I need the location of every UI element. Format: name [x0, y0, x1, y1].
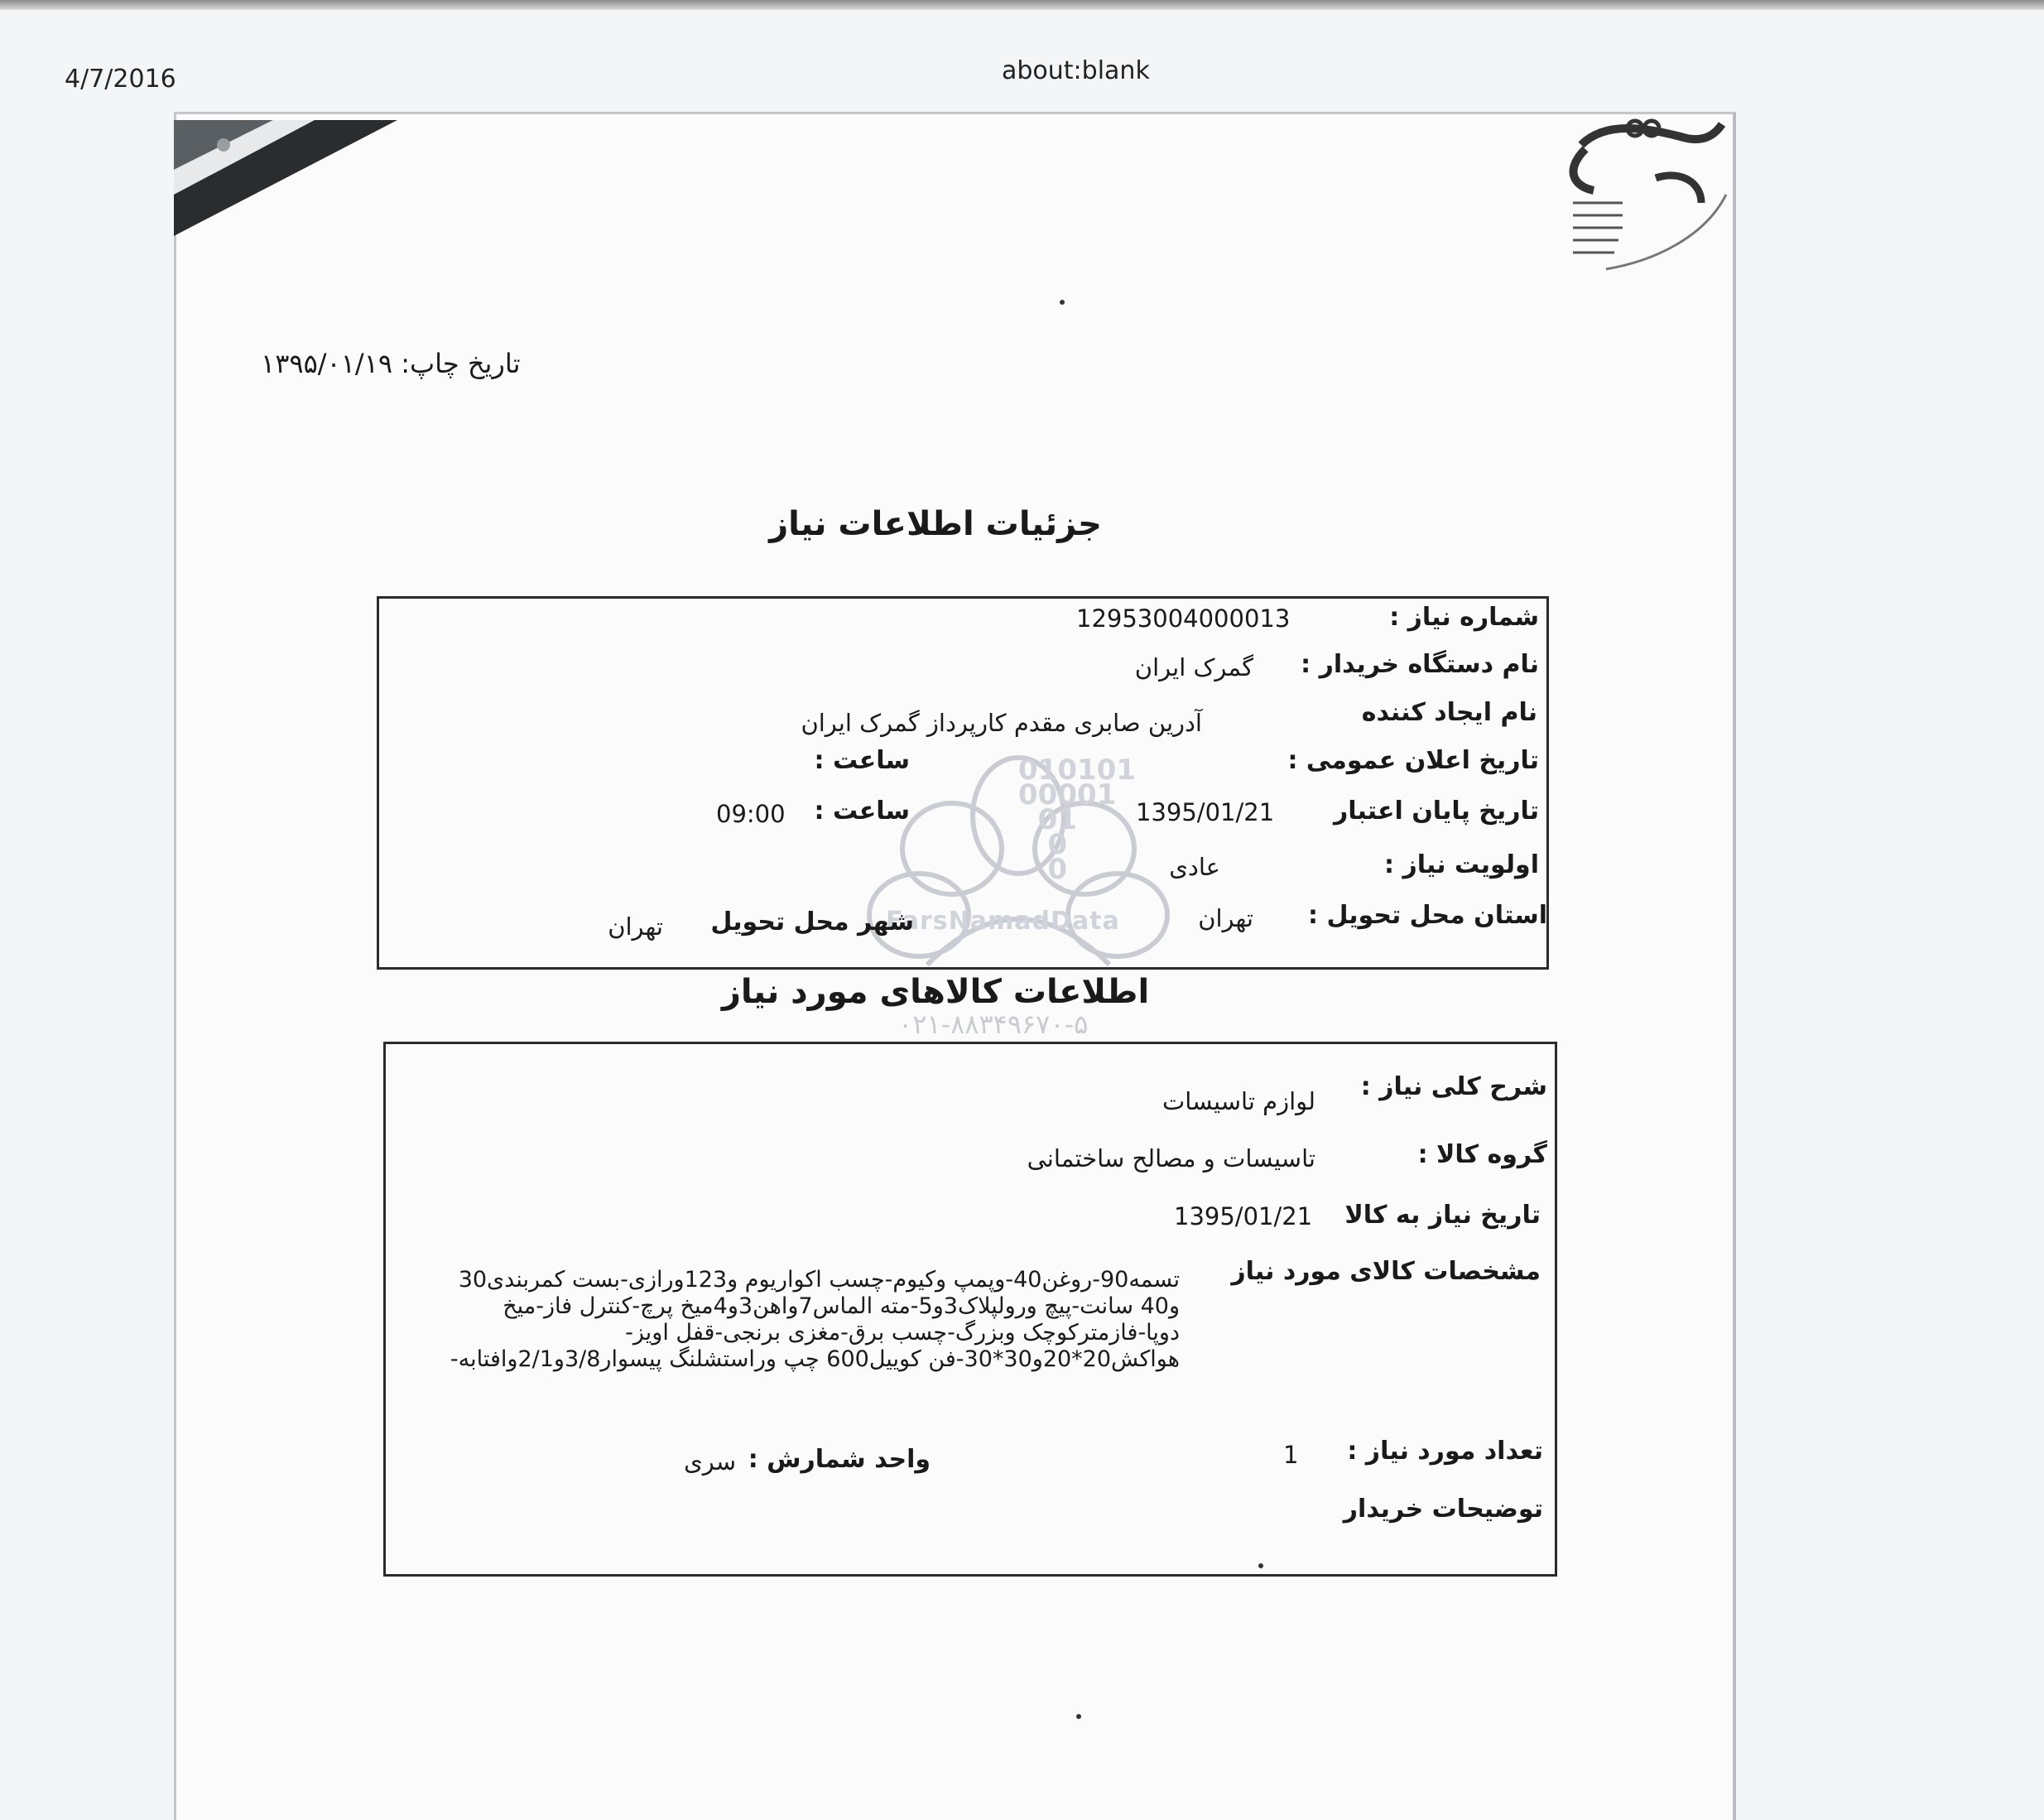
- validity-end-date: 1395/01/21: [1136, 798, 1275, 826]
- need-number-label: شماره نیاز :: [1389, 603, 1539, 632]
- specs-label: مشخصات کالای مورد نیاز: [1231, 1257, 1541, 1286]
- watermark-phone: ۰۲۱-۸۸۳۴۹۶۷۰-۵: [898, 1009, 1089, 1040]
- quantity-label: تعداد مورد نیاز :: [1347, 1437, 1543, 1466]
- announce-date-label: تاریخ اعلان عمومی :: [1287, 746, 1539, 775]
- validity-end-label: تاریخ پایان اعتبار: [1333, 797, 1539, 826]
- validity-time-value: 09:00: [716, 800, 786, 828]
- scan-speck: [1258, 1563, 1263, 1568]
- specs-line: تسمه90-روغن40-وپمپ وکیوم-چسب اکواریوم و123ورازی-بست کمربندی30: [458, 1267, 1180, 1293]
- quantity-value: 1: [1283, 1441, 1299, 1469]
- page-title: جزئیات اطلاعات نیاز: [769, 505, 1102, 543]
- need-date-label: تاریخ نیاز به کالا: [1344, 1201, 1541, 1230]
- watermark-digits: 010101 00001 01 0 0: [1018, 754, 1136, 886]
- goods-section-title: اطلاعات کالاهای مورد نیاز: [721, 973, 1150, 1011]
- delivery-city-value: تهران: [608, 912, 663, 941]
- specs-text: [393, 1267, 1180, 1373]
- buyer-notes-label: توضیحات خریدار: [1343, 1495, 1543, 1524]
- unit-value: سری: [684, 1447, 736, 1476]
- goods-group-value: تاسیسات و مصالح ساختمانی: [1027, 1144, 1315, 1172]
- summary-label: شرح کلی نیاز :: [1360, 1072, 1547, 1101]
- delivery-province-label: استان محل تحویل :: [1308, 901, 1547, 930]
- setad-logo-icon: [1556, 112, 1730, 277]
- delivery-province-value: تهران: [1198, 904, 1253, 932]
- print-date: تاریخ چاپ: ۱۳۹۵/۰۱/۱۹: [261, 348, 521, 379]
- need-number-value: 12953004000013: [1076, 604, 1291, 633]
- priority-label: اولویت نیاز :: [1384, 850, 1539, 879]
- priority-value: عادی: [1169, 853, 1220, 881]
- iran-flag-ribbon-icon: [174, 120, 397, 236]
- top-edge: [0, 0, 2044, 10]
- specs-line: و40 سانت-پیچ ورولپلاک3و5-مته الماس7واهن3و4میخ پرچ-کنترل فاز-میخ: [503, 1293, 1180, 1319]
- scan-speck: [1076, 1714, 1081, 1719]
- creator-value: آدرین صابری مقدم کارپرداز گمرک ایران: [801, 709, 1202, 737]
- buyer-label: نام دستگاه خریدار :: [1301, 650, 1539, 679]
- specs-line: هواکش20*20و30*30-فن کوییل600 چپ وراستشلنگ پیسوار3/8و2/1وافتابه-: [450, 1346, 1180, 1372]
- browser-print-date: 4/7/2016: [65, 65, 176, 94]
- delivery-city-label: شهر محل تحویل: [710, 908, 914, 936]
- watermark-text: FarsNamadData: [886, 907, 1120, 936]
- scan-speck: [1060, 300, 1065, 305]
- announce-time-label: ساعت :: [814, 746, 910, 775]
- validity-time-label: ساعت :: [814, 797, 910, 826]
- specs-line: دوپا-فازمترکوچک وبزرگ-چسب برق-مغزی برنجی-قفل اویز-: [625, 1320, 1180, 1346]
- goods-group-label: گروه کالا :: [1417, 1140, 1547, 1169]
- unit-label: واحد شمارش :: [748, 1445, 931, 1474]
- browser-url: about:blank: [1002, 56, 1150, 85]
- buyer-value: گمرک ایران: [1134, 653, 1253, 681]
- need-date-value: 1395/01/21: [1174, 1202, 1313, 1230]
- creator-label: نام ایجاد کننده: [1361, 698, 1537, 727]
- summary-value: لوازم تاسیسات: [1161, 1087, 1315, 1115]
